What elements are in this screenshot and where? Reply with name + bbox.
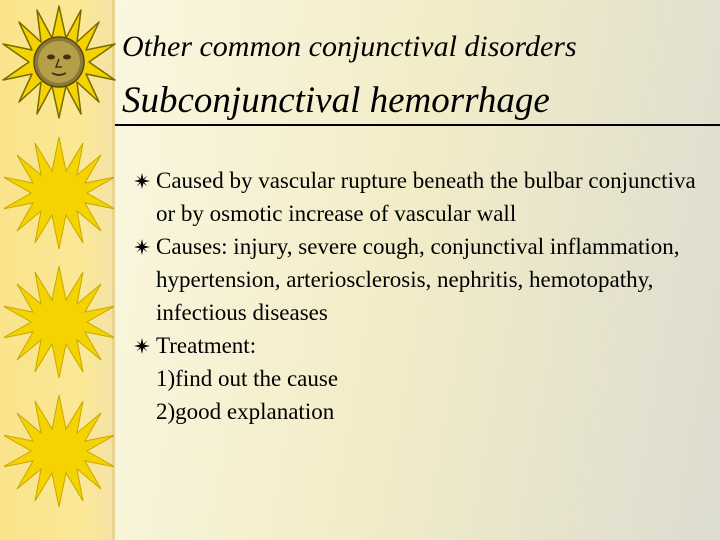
bullet-list xyxy=(134,164,709,428)
slide-heading: Other common conjunctival disorders xyxy=(122,30,577,63)
title-underline xyxy=(115,124,720,126)
list-item xyxy=(134,164,709,230)
sun-icon xyxy=(4,391,114,511)
bullet-text: Caused by vascular rupture beneath the bulbar conjunctiva or by osmotic increase of vascular wall xyxy=(156,168,696,226)
sun-icon xyxy=(4,262,114,382)
star-bullet-icon xyxy=(134,173,150,189)
bullet-text: Causes: injury, severe cough, conjunctival inflammation, hypertension, arteriosclerosis, nephritis, hemotopathy, infectious diseases xyxy=(156,234,680,325)
star-bullet-icon xyxy=(134,239,150,255)
sun-icon xyxy=(4,133,114,253)
sun-face-icon xyxy=(2,2,116,122)
sub-item: 2)good explanation xyxy=(156,399,335,424)
sub-item: 1)find out the cause xyxy=(156,366,339,391)
star-bullet-icon xyxy=(134,338,150,354)
bullet-text: Treatment: xyxy=(156,333,257,358)
list-item xyxy=(134,329,709,428)
list-item xyxy=(134,230,709,329)
slide-title: Subconjunctival hemorrhage xyxy=(122,80,550,121)
